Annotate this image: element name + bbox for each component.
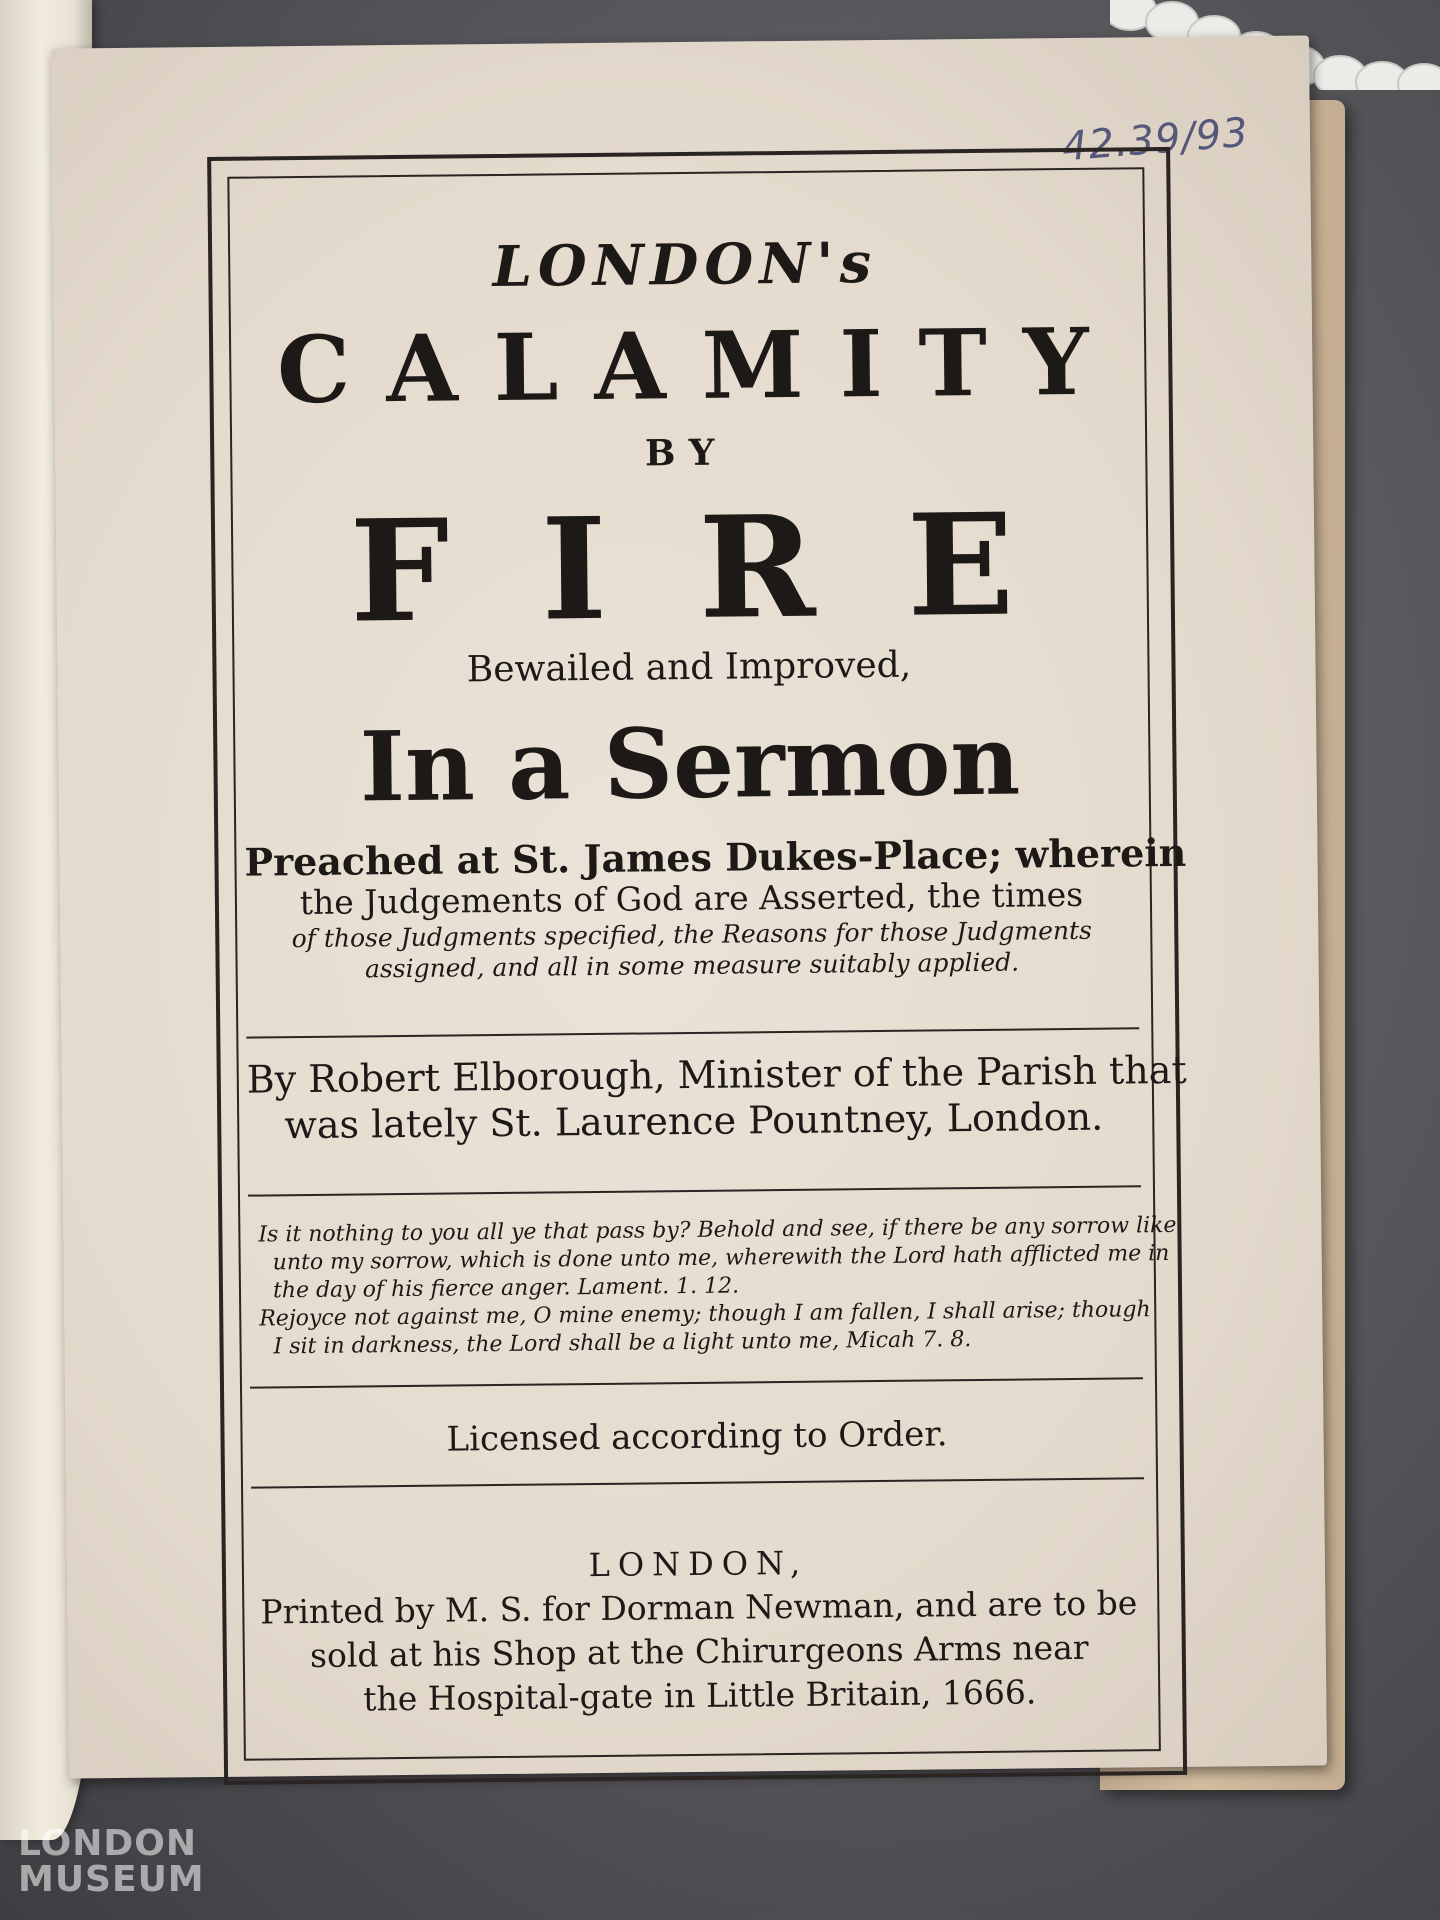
author-line: By Robert Elborough, Minister of the Parish that xyxy=(246,1047,1187,1102)
quotation-line: unto my sorrow, which is done unto me, wherewith the Lord hath afflicted me in xyxy=(272,1240,1170,1276)
divider-rule xyxy=(246,1027,1139,1038)
imprint-line: sold at his Shop at the Chirurgeons Arms near xyxy=(309,1627,1089,1676)
imprint-block xyxy=(252,1537,1147,1722)
title-sermon: In a Sermon xyxy=(359,703,1021,824)
watermark-line: MUSEUM xyxy=(18,1859,205,1900)
title-page xyxy=(51,35,1327,1778)
description-line: of those Judgments specified, the Reasons for those Judgments xyxy=(291,915,1093,954)
description-line: Preached at St. James Dukes-Place; wherein xyxy=(244,829,1187,885)
divider-rule xyxy=(248,1185,1141,1196)
imprint-line: Printed by M. S. for Dorman Newman, and are to be xyxy=(260,1583,1138,1632)
quotation-line: I sit in darkness, the Lord shall be a light unto me, Micah 7. 8. xyxy=(273,1327,972,1360)
title-londons: LONDON's xyxy=(492,229,878,301)
imprint-line: the Hospital-gate in Little Britain, 1666. xyxy=(362,1672,1037,1719)
title-fire: FIRE xyxy=(349,482,1107,655)
divider-rule xyxy=(251,1477,1144,1488)
description-line: the Judgements of God are Asserted, the times xyxy=(299,874,1084,923)
scripture-quotation xyxy=(248,1212,1177,1361)
title-page-content xyxy=(237,177,1187,1746)
author-line: was lately St. Laurence Pountney, London. xyxy=(284,1094,1104,1148)
divider-rule xyxy=(250,1377,1143,1388)
author-block xyxy=(246,1047,1187,1148)
title-by: BY xyxy=(644,431,729,475)
description-line: assigned, and all in some measure suitably applied. xyxy=(364,947,1020,984)
quotation-line: Is it nothing to you all ye that pass by? Behold and see, if there be any sorrow like xyxy=(258,1212,1177,1248)
description-block xyxy=(244,829,1187,985)
license-statement: Licensed according to Order. xyxy=(446,1414,948,1460)
watermark-line: LONDON xyxy=(18,1823,198,1864)
quotation-line: the day of his fierce anger. Lament. 1. 12. xyxy=(272,1273,740,1304)
subtitle: Bewailed and Improved, xyxy=(466,644,912,691)
museum-watermark-logo xyxy=(18,1823,205,1900)
shelfmark-annotation: 42.39/93 xyxy=(1060,109,1251,171)
imprint-city: LONDON, xyxy=(588,1543,809,1585)
quotation-line: Rejoyce not against me, O mine enemy; though I am fallen, I shall arise; though xyxy=(259,1297,1151,1332)
title-calamity: CALAMITY xyxy=(276,307,1126,425)
